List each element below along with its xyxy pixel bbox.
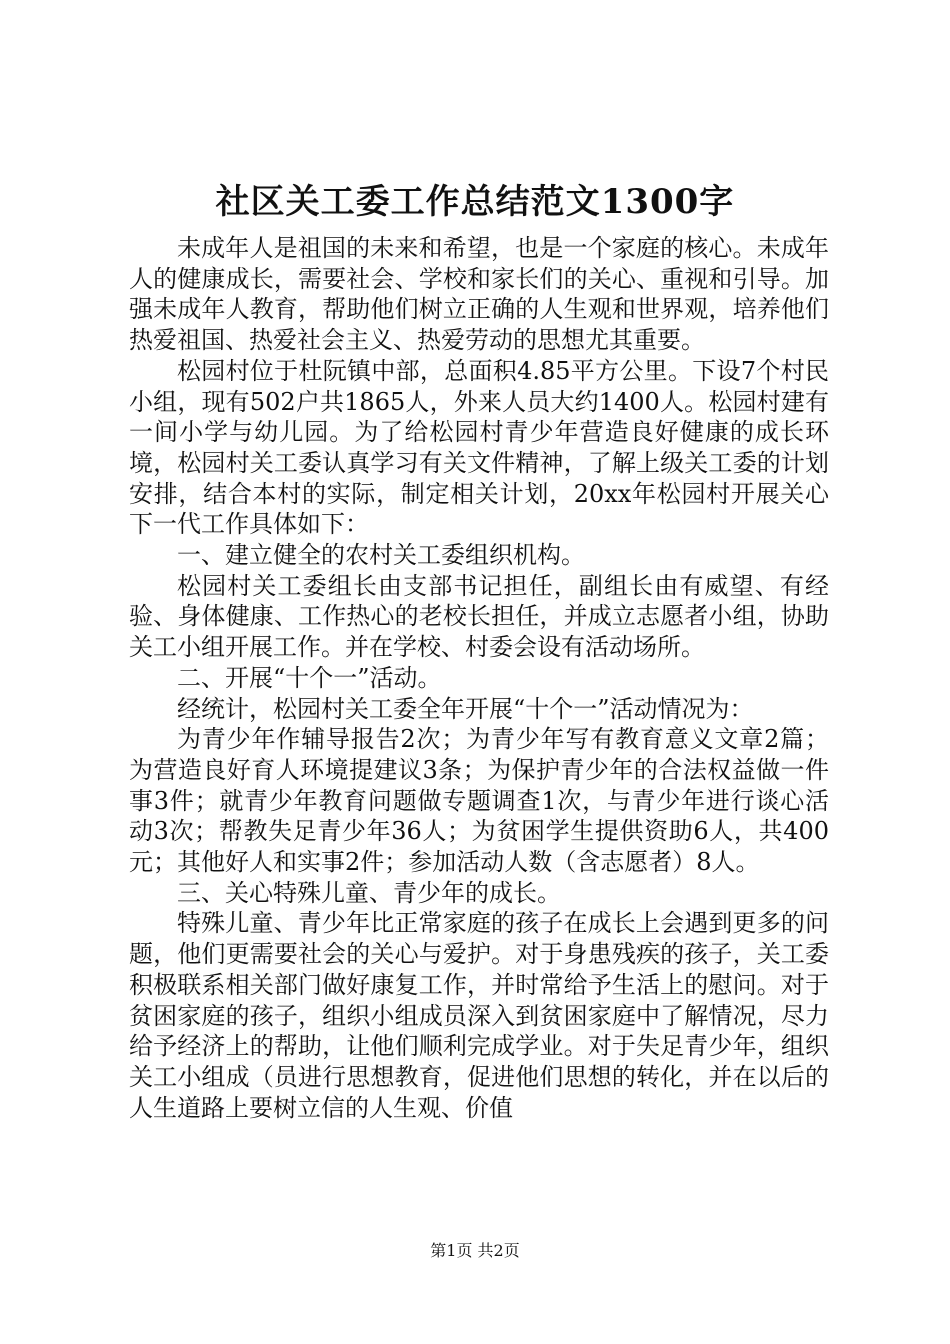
section-heading-1: 一、建立健全的农村关工委组织机构。 xyxy=(177,541,585,570)
paragraph-special-children: 特殊儿童、青少年比正常家庭的孩子在成长上会遇到更多的问题，他们更需要社会的关心与爱护。对于身患残疾的孩子，关工委积极联系相关部门做好康复工作，并时常给予生活上的慰问。对于贫困家庭的孩子，组织小组成员深入到贫困家庭中了解情况，尽力给予经济上的帮助，让他们顺利完成学业。对于失足青少年，组织关工小组成（员进行思想教育，促进他们思想的转化，并在以后的人生道路上要树立信的人生观、价值 xyxy=(129,909,829,1122)
section-heading-3: 三、关心特殊儿童、青少年的成长。 xyxy=(177,878,561,907)
page-footer: 第1页 共2页 xyxy=(430,1241,520,1260)
paragraph-statistics-lead: 经统计，松园村关工委全年开展“十个一”活动情况为： xyxy=(177,694,754,723)
paragraph-village-overview: 松园村位于杜阮镇中部，总面积4.85平方公里。下设7个村民小组，现有502户共1865人，外来人员大约1400人。松园村建有一间小学与幼儿园。为了给松园村青少年营造良好健康的成长环境，松园村关工委认真学习有关文件精神，了解上级关工委的计划安排，结合本村的实际，制定相关计划，20xx年松园村开展关心下一代工作具体如下： xyxy=(129,356,829,539)
section-heading-2: 二、开展“十个一”活动。 xyxy=(177,663,442,692)
paragraph-activity-details: 为青少年作辅导报告2次；为青少年写有教育意义文章2篇；为营造良好育人环境提建议3条；为保护青少年的合法权益做一件事3件；就青少年教育问题做专题调查1次，与青少年进行谈心活动3次；帮教失足青少年36人；为贫困学生提供资助6人，共400元；其他好人和实事2件；参加活动人数（含志愿者）8人。 xyxy=(129,725,829,877)
document-title: 社区关工委工作总结范文1300字 xyxy=(215,182,735,222)
paragraph-intro: 未成年人是祖国的未来和希望，也是一个家庭的核心。未成年人的健康成长，需要社会、学校和家长们的关心、重视和引导。加强未成年人教育，帮助他们树立正确的人生观和世界观，培养他们热爱祖国、热爱社会主义、热爱劳动的思想尤其重要。 xyxy=(129,234,829,355)
paragraph-organization: 松园村关工委组长由支部书记担任，副组长由有威望、有经验、身体健康、工作热心的老校长担任，并成立志愿者小组，协助关工小组开展工作。并在学校、村委会设有活动场所。 xyxy=(129,571,829,662)
document-body xyxy=(129,233,829,1123)
